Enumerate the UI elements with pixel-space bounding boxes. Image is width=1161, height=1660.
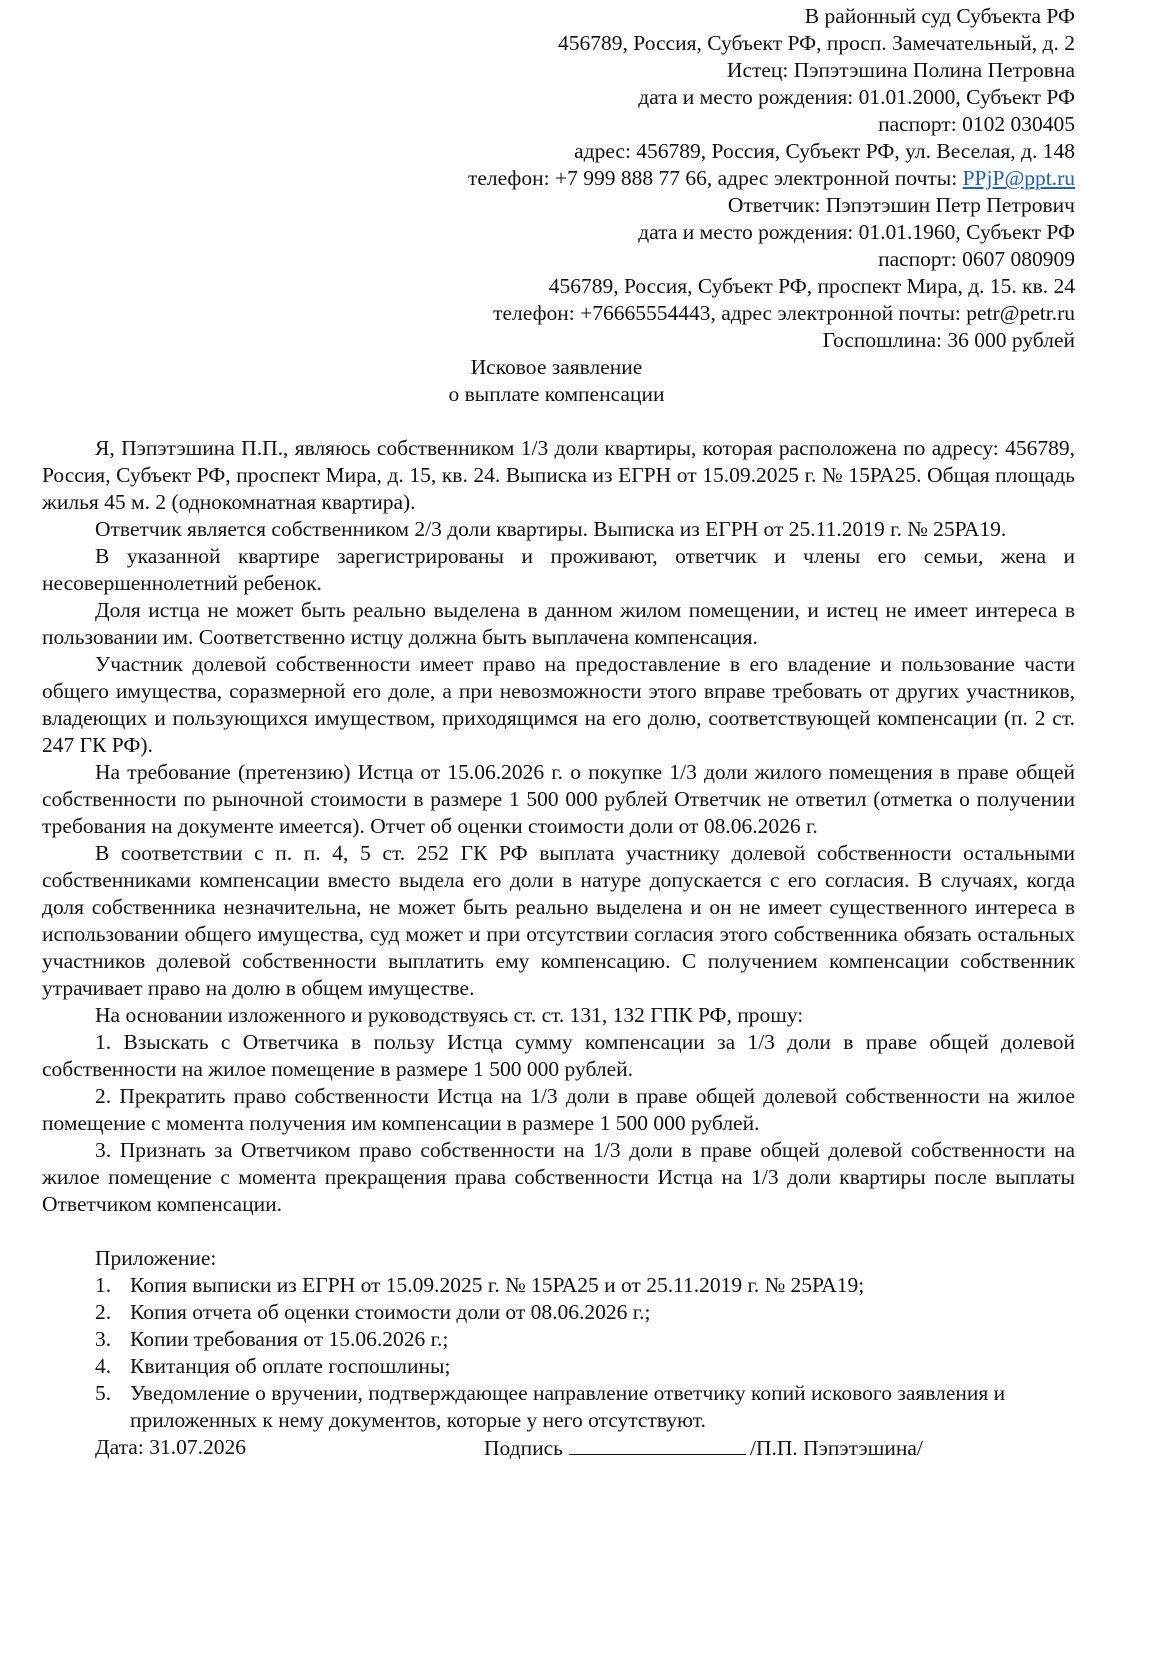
paragraph-residents: В указанной квартире зарегистрированы и проживают, ответчик и члены его семьи, жена и несовершеннолетний ребенок. xyxy=(42,544,1075,595)
defendant-name: Ответчик: Пэпэтэшин Петр Петрович xyxy=(727,193,1075,217)
plaintiff-address: адрес: 456789, Россия, Субъект РФ, ул. Веселая, д. 148 xyxy=(574,139,1075,163)
plaintiff-passport: паспорт: 0102 030405 xyxy=(878,112,1075,136)
appendix-list xyxy=(42,1272,1075,1434)
list-item-number: 4. xyxy=(95,1354,112,1378)
document-page xyxy=(42,3,1075,1461)
document-title xyxy=(42,354,1075,408)
signature-label: Подпись xyxy=(484,1436,563,1460)
plaintiff-phone: телефон: +7 999 888 77 66, адрес электронной почты: xyxy=(467,166,963,190)
list-item-text: Квитанция об оплате госпошлины; xyxy=(130,1354,451,1378)
list-item-number: 1. xyxy=(95,1273,112,1297)
title-line-2: о выплате компенсации xyxy=(448,382,665,406)
request-item-1: 1. Взыскать с Ответчика в пользу Истца сумму компенсации за 1/3 доли в праве общей долевой собственности на жилое помещение в размере 1 500 000 рублей. xyxy=(42,1030,1075,1081)
request-item-3: 3. Признать за Ответчиком право собственности на 1/3 доли в праве общей долевой собственности на жилое помещение с момента прекращения права собственности Истца на 1/3 доли квартиры после выплаты Ответчиком компенсации. xyxy=(42,1138,1075,1216)
list-item-number: 5. xyxy=(95,1381,112,1405)
list-item xyxy=(42,1299,1075,1326)
paragraph-claim-request: На требование (претензию) Истца от 15.06.2026 г. о покупке 1/3 доли жилого помещения в праве общей собственности по рыночной стоимости в размере 1 500 000 рублей Ответчик не ответил (отметка о получении требования на документе имеется). Отчет об оценки стоимости доли от 08.06.2026 г. xyxy=(42,760,1075,838)
plaintiff-email-link[interactable]: PPjP@ppt.ru xyxy=(962,166,1075,190)
list-item-text: Копия выписки из ЕГРН от 15.09.2025 г. № 15РА25 и от 25.11.2019 г. № 25РА19; xyxy=(130,1273,865,1297)
defendant-contacts: телефон: +76665554443, адрес электронной почты: petr@petr.ru xyxy=(493,301,1075,325)
signature-block xyxy=(42,1434,1075,1461)
list-item-text: Копии требования от 15.06.2026 г.; xyxy=(130,1327,449,1351)
defendant-birth: дата и место рождения: 01.01.1960, Субъект РФ xyxy=(638,220,1075,244)
list-item xyxy=(42,1380,1075,1434)
list-item-text: Уведомление о вручении, подтверждающее направление ответчику копий искового заявления и приложенных к нему документов, которые у него отсутствуют. xyxy=(130,1381,1006,1432)
signature-name: /П.П. Пэпэтэшина/ xyxy=(749,1436,923,1460)
document-header xyxy=(42,3,1075,354)
blank-line xyxy=(42,408,1075,435)
signature-blank xyxy=(569,1434,746,1455)
plaintiff-contacts xyxy=(42,165,1075,192)
list-item-number: 3. xyxy=(95,1327,112,1351)
request-intro: На основании изложенного и руководствуясь ст. ст. 131, 132 ГПК РФ, прошу: xyxy=(95,1003,804,1027)
paragraph-ownership: Я, Пэпэтэшина П.П., являюсь собственником 1/3 доли квартиры, которая расположена по адресу: 456789, Россия, Субъект РФ, проспект Мира, д. 15, кв. 24. Выписка из ЕГРН от 15.09.2025 г. № 15РА25. Общая площадь жилья 45 м. 2 (однокомнатная квартира). xyxy=(42,436,1075,514)
claim-body xyxy=(42,435,1075,1218)
plaintiff-birth: дата и место рождения: 01.01.2000, Субъект РФ xyxy=(638,85,1075,109)
title-line-1: Исковое заявление xyxy=(470,355,643,379)
request-item-2: 2. Прекратить право собственности Истца на 1/3 доли в праве общей долевой собственности на жилое помещение с момента получения им компенсации в размере 1 500 000 рублей. xyxy=(42,1084,1075,1135)
list-item xyxy=(42,1353,1075,1380)
document-date: Дата: 31.07.2026 xyxy=(95,1435,246,1459)
defendant-address: 456789, Россия, Субъект РФ, проспект Мира, д. 15. кв. 24 xyxy=(548,274,1075,298)
list-item xyxy=(42,1326,1075,1353)
paragraph-law-252: В соответствии с п. п. 4, 5 ст. 252 ГК РФ выплата участнику долевой собственности остальными собственниками компенсации вместо выдела его доли в натуре допускается с его согласия. В случаях, когда доля собственника незначительна, не может быть реально выделена и он не имеет существенного интереса в использовании общего имущества, суд может и при отсутствии согласия этого собственника обязать остальных участников долевой собственности выплатить ему компенсацию. С получением компенсации собственник утрачивает право на долю в общем имуществе. xyxy=(42,841,1075,1000)
court-name: В районный суд Субъекта РФ xyxy=(804,4,1075,28)
list-item-text: Копия отчета об оценки стоимости доли от 08.06.2026 г.; xyxy=(130,1300,651,1324)
court-address: 456789, Россия, Субъект РФ, просп. Замечательный, д. 2 xyxy=(558,31,1075,55)
list-item xyxy=(42,1272,1075,1299)
plaintiff-name: Истец: Пэпэтэшина Полина Петровна xyxy=(726,58,1075,82)
appendix-title: Приложение: xyxy=(95,1246,217,1270)
state-fee: Госпошлина: 36 000 рублей xyxy=(822,328,1075,352)
signature-line xyxy=(484,1434,923,1462)
paragraph-law-247: Участник долевой собственности имеет право на предоставление в его владение и пользование части общего имущества, соразмерной его доле, а при невозможности этого вправе требовать от других участников, владеющих и пользующихся имуществом, приходящимся на его долю, соответствующей компенсации (п. 2 ст. 247 ГК РФ). xyxy=(42,652,1075,757)
paragraph-defendant-share: Ответчик является собственником 2/3 доли квартиры. Выписка из ЕГРН от 25.11.2019 г. № 25РА19. xyxy=(95,517,1007,541)
list-item-number: 2. xyxy=(95,1300,112,1324)
paragraph-share-not-allocable: Доля истца не может быть реально выделена в данном жилом помещении, и истец не имеет интереса в пользовании им. Соответственно истцу должна быть выплачена компенсация. xyxy=(42,598,1075,649)
defendant-passport: паспорт: 0607 080909 xyxy=(878,247,1075,271)
